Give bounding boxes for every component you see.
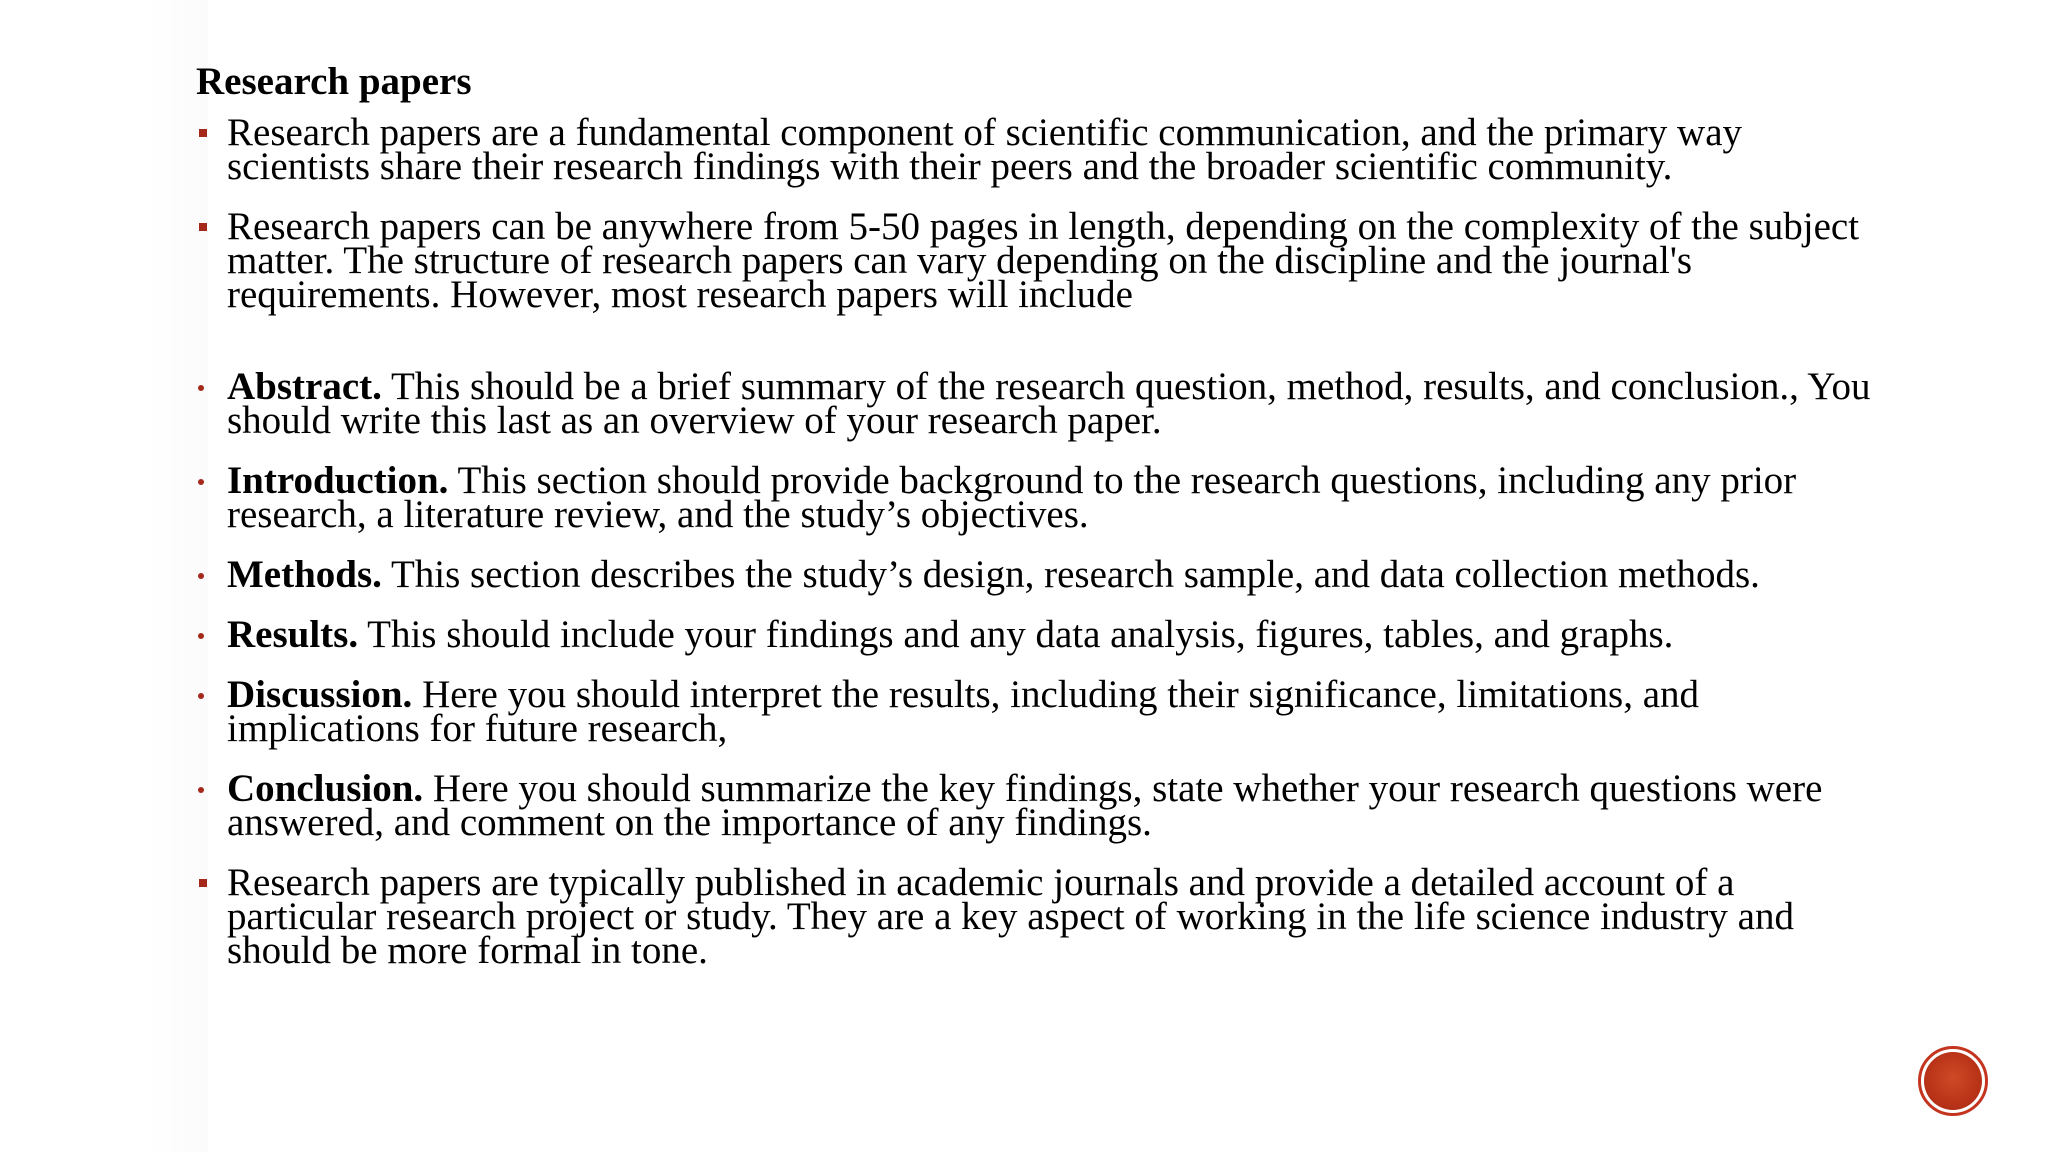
- bullet-text: Research papers are a fundamental component of scientific communication, and the primary way scientists share their research findings with their peers and the broader scientific community.: [227, 111, 1743, 188]
- round-bullet-icon: [198, 385, 204, 391]
- section-label: Conclusion.: [227, 767, 424, 810]
- section-text: Here you should interpret the results, including their significance, limitations, and implications for future research,: [227, 673, 1700, 750]
- section-item-introduction: [196, 459, 1876, 536]
- section-label: Introduction.: [227, 459, 449, 502]
- slide-heading: Research papers: [196, 60, 472, 103]
- slide-content: [196, 60, 1876, 994]
- round-bullet-icon: [198, 787, 204, 793]
- section-item-discussion: [196, 673, 1876, 750]
- section-item-results: [196, 613, 1876, 656]
- section-text: This section describes the study’s design, research sample, and data collection methods.: [390, 553, 1760, 596]
- section-text: This should include your findings and any data analysis, figures, tables, and graphs.: [367, 613, 1674, 656]
- section-label: Methods.: [227, 553, 382, 596]
- section-label: Results.: [227, 613, 359, 656]
- round-bullet-icon: [198, 693, 204, 699]
- section-item-methods: [196, 553, 1876, 596]
- section-item-abstract: [196, 365, 1876, 442]
- round-bullet-icon: [198, 633, 204, 639]
- section-text: This should be a brief summary of the research question, method, results, and conclusion., You should write this last as an overview of your research paper.: [227, 365, 1871, 442]
- round-bullet-icon: [198, 573, 204, 579]
- slide-left-shade: [0, 0, 208, 1152]
- square-bullet-icon: [199, 129, 207, 137]
- round-bullet-icon: [198, 479, 204, 485]
- slide-nav-button[interactable]: [1918, 1046, 1988, 1116]
- section-label: Discussion.: [227, 673, 413, 716]
- bullet-text: Research papers can be anywhere from 5-50 pages in length, depending on the complexity of the subject matter. The structure of research papers can vary depending on the discipline and the journal's requirements. However, most research papers will include: [227, 205, 1860, 316]
- bullet-item-intro-1: [196, 111, 1876, 188]
- bullet-text: Research papers are typically published in academic journals and provide a detailed account of a particular research project or study. They are a key aspect of working in the life science industry and should be more formal in tone.: [227, 861, 1794, 972]
- section-label: Abstract.: [227, 365, 382, 408]
- section-item-conclusion: [196, 767, 1876, 844]
- section-text: Here you should summarize the key findings, state whether your research questions were answered, and comment on the importance of any findings.: [227, 767, 1823, 844]
- circle-button-icon: [1924, 1052, 1982, 1110]
- bullet-item-intro-2: [196, 205, 1876, 316]
- square-bullet-icon: [199, 879, 207, 887]
- bullet-item-closing: [196, 861, 1876, 972]
- section-text: This section should provide background to the research questions, including any prior research, a literature review, and the study’s objectives.: [227, 459, 1797, 536]
- square-bullet-icon: [199, 223, 207, 231]
